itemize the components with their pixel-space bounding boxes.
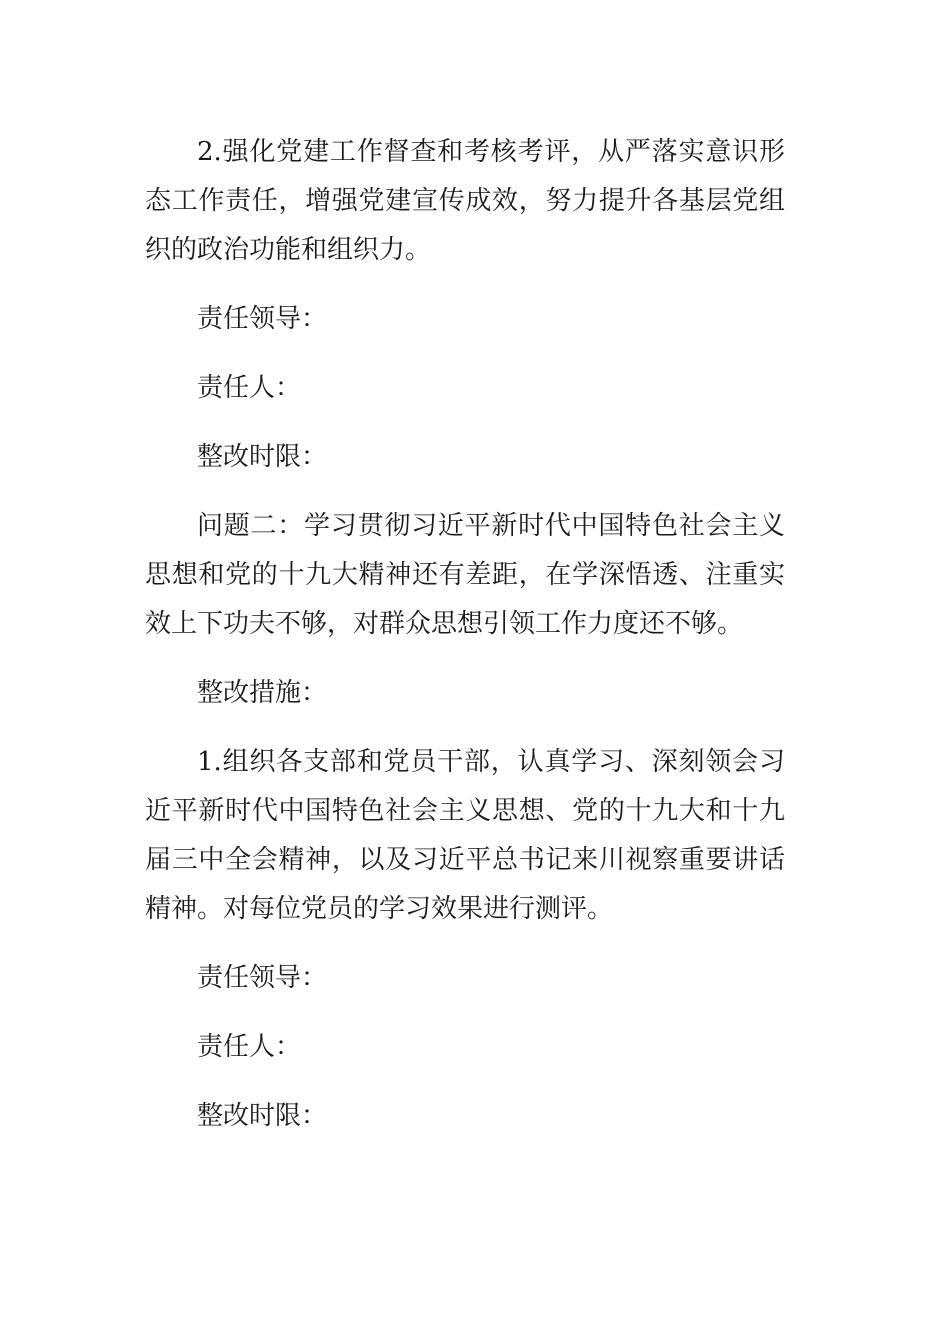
problem-two-paragraph: 问题二：学习贯彻习近平新时代中国特色社会主义思想和党的十九大精神还有差距，在学深悟透、注重实效上下功夫不够，对群众思想引领工作力度还不够。	[145, 511, 785, 639]
rectification-deadline-label: 整改时限：	[197, 442, 328, 472]
rectification-deadline-label: 整改时限：	[197, 1101, 328, 1131]
measure-paragraph: 2.强化党建工作督查和考核考评，从严落实意识形态工作责任，增强党建宣传成效，努力提升各基层党组织的政治功能和组织力。	[145, 137, 785, 265]
responsible-leader-label: 责任领导：	[197, 304, 328, 334]
responsible-person-label: 责任人：	[197, 373, 302, 403]
rectification-measures-heading: 整改措施：	[197, 678, 328, 708]
document-body	[145, 128, 785, 1161]
responsible-leader-label: 责任领导：	[197, 963, 328, 993]
responsible-person-label: 责任人：	[197, 1032, 302, 1062]
measure-paragraph: 1.组织各支部和党员干部，认真学习、深刻领会习近平新时代中国特色社会主义思想、党的十九大和十九届三中全会精神，以及习近平总书记来川视察重要讲话精神。对每位党员的学习效果进行测评。	[145, 747, 785, 924]
